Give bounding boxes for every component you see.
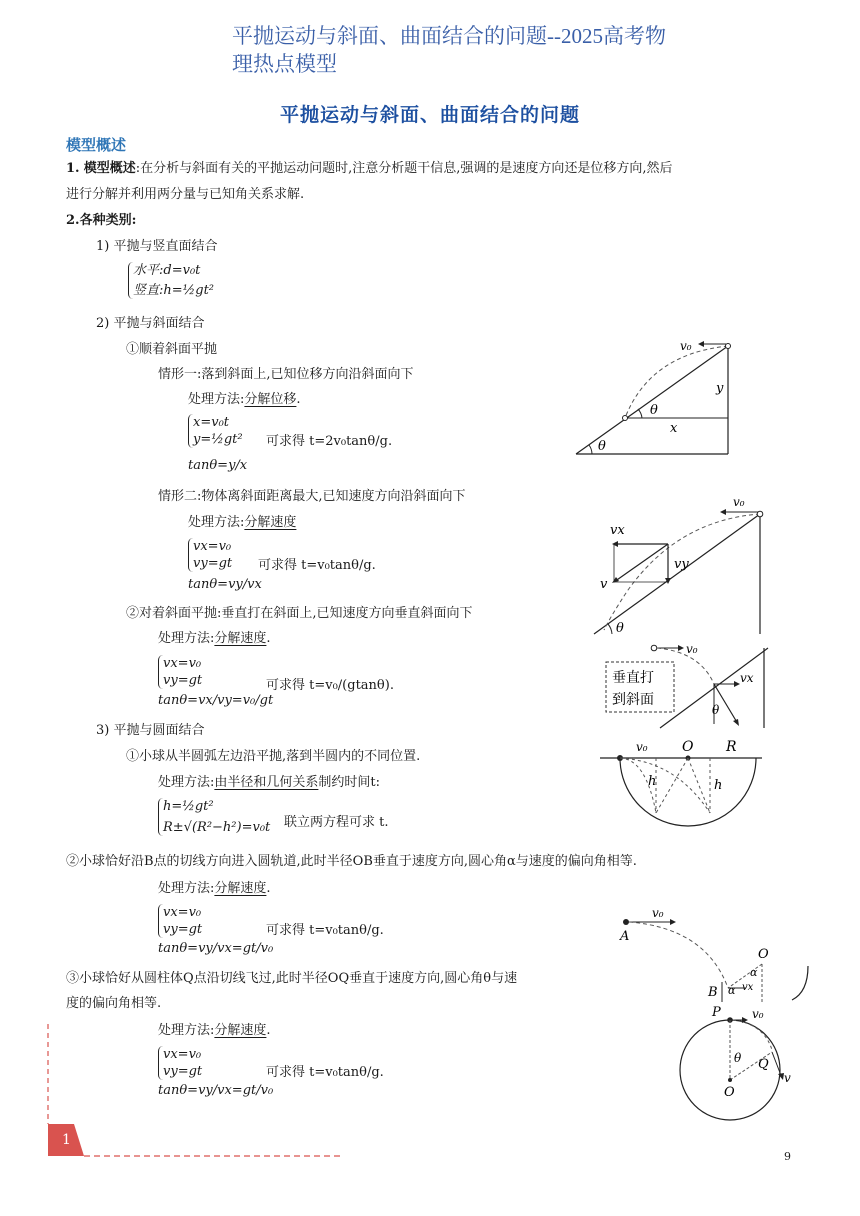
eq-h: h=½gt²: [163, 799, 214, 814]
v0-label: v₀: [686, 642, 698, 656]
method-2-equations: [188, 538, 232, 572]
figure-cylinder: [672, 1000, 812, 1124]
angle-arc: [638, 409, 642, 418]
x-label: x: [670, 421, 678, 436]
method-prefix: 处理方法:: [158, 631, 215, 646]
method-5-equations: [158, 904, 202, 938]
label-line-2: 到斜面: [612, 692, 654, 708]
trajectory: [629, 922, 728, 988]
p2-label: 各种类别: [79, 213, 132, 228]
v0-arrow-head: [670, 919, 676, 925]
v0-arrow-head: [678, 645, 684, 651]
p1-num: 1.: [66, 161, 80, 176]
track-arc: [792, 966, 808, 1000]
eq-tan-1: tanθ=y/x: [188, 458, 248, 473]
theta-label: θ: [712, 703, 720, 717]
angle-arc: [608, 624, 612, 634]
method-period: .: [266, 1023, 271, 1038]
start-ball: [623, 919, 629, 925]
alpha-label: α: [750, 966, 758, 979]
method-4: [158, 774, 380, 792]
eq-vy: vy=gt: [163, 1064, 203, 1079]
paragraph-2: [66, 212, 136, 230]
vx-label: vx: [742, 982, 754, 993]
y-label: y: [716, 381, 724, 396]
alpha-label: α: [728, 984, 736, 997]
paragraph-1-cont: 进行分解并利用两分量与已知角关系求解.: [66, 187, 305, 202]
eq-r: R±√(R²−h²)=v₀t: [163, 820, 271, 835]
method-3: [158, 630, 271, 648]
eq-vy: vy=gt: [163, 673, 203, 688]
eq-tan-2: tanθ=vy/vx: [188, 577, 262, 592]
v0-arrow-head: [698, 341, 704, 347]
eq-vx: vx=v₀: [163, 905, 202, 920]
paragraph-1: [66, 160, 673, 178]
center-point: [728, 1078, 732, 1082]
vx-label: vx: [610, 523, 625, 538]
figure-slope-displacement: [570, 336, 740, 461]
height-label: h: [648, 774, 657, 789]
eq-vertical: 竖直:h=½gt²: [133, 283, 215, 298]
result-1: 可求得 t=2v₀tanθ/g.: [266, 434, 393, 449]
method-period: .: [266, 881, 271, 896]
method-decompose-displacement: 分解位移: [244, 392, 297, 407]
method-decompose-velocity: 分解速度: [214, 631, 267, 646]
eq-vx: vx=v₀: [163, 1047, 202, 1062]
center-label: O: [758, 947, 769, 962]
result-4: 联立两方程可求 t.: [284, 815, 389, 830]
method-3-equations: [158, 655, 202, 689]
sub-circle-3-cont: 度的偏向角相等.: [66, 996, 162, 1011]
method-decompose-velocity: 分解速度: [244, 515, 297, 530]
theta-label: θ: [616, 621, 624, 636]
angle-arc: [589, 445, 592, 454]
category-2-heading: 2) 平抛与斜面结合: [96, 316, 205, 331]
vy-label: vy: [674, 557, 689, 572]
page-number: 9: [784, 1150, 791, 1163]
point-q-label: Q: [758, 1057, 769, 1072]
eq-horizontal: 水平:d=v₀t: [133, 263, 201, 278]
trajectory-2: [620, 758, 710, 813]
result-3: 可求得 t=v₀/(gtanθ).: [266, 678, 394, 693]
vx-arrow-head: [612, 541, 618, 547]
sub-1-along-slope: ①顺着斜面平抛: [126, 342, 218, 357]
v-arrow: [614, 544, 668, 582]
category-1-equations: [128, 262, 214, 299]
method-prefix: 处理方法:: [158, 775, 215, 790]
vy-arrow-head: [665, 578, 671, 584]
eq-vy: vy=gt: [163, 922, 203, 937]
start-ball: [726, 344, 731, 349]
center-label: O: [724, 1085, 735, 1100]
category-1-heading: 1) 平抛与竖直面结合: [96, 239, 218, 254]
vx-label: vx: [740, 671, 754, 685]
p2-num: 2.: [66, 213, 80, 228]
radius-line: [656, 758, 688, 813]
figure-semicircle: [596, 733, 766, 829]
sub-circle-3: ③小球恰好从圆柱体Q点沿切线飞过,此时半径OQ垂直于速度方向,圆心角θ与速: [66, 971, 518, 986]
method-prefix: 处理方法:: [188, 515, 245, 530]
v0-label: v₀: [752, 1007, 764, 1021]
v0-label: v₀: [636, 740, 648, 754]
v-label: v: [784, 1071, 791, 1085]
sub-circle-2: ②小球恰好沿B点的切线方向进入圆轨道,此时半径OB垂直于速度方向,圆心角α与速度的偏向角相等.: [66, 854, 637, 869]
result-2: 可求得 t=v₀tanθ/g.: [258, 558, 376, 573]
start-ball: [757, 511, 763, 517]
height-label: h: [714, 778, 723, 793]
point-a-label: A: [620, 929, 630, 944]
eq-x: x=v₀t: [193, 415, 230, 430]
main-headline: 平抛运动与斜面、曲面结合的问题: [279, 104, 580, 126]
start-ball: [651, 645, 657, 651]
figure-perpendicular-hit: [600, 638, 770, 730]
radius-line: [688, 758, 710, 813]
eq-tan-6: tanθ=vy/vx=gt/v₀: [158, 1083, 274, 1098]
label-line-1: 垂直打: [612, 670, 654, 686]
sub-circle-1: ①小球从半圆弧左边沿平抛,落到半圆内的不同位置.: [126, 749, 421, 764]
eq-y: y=½gt²: [193, 432, 243, 447]
p2-colon: :: [131, 213, 137, 228]
semicircle-arc: [620, 758, 756, 826]
document-title: 平抛运动与斜面、曲面结合的问题--2025高考物理热点模型: [232, 24, 666, 76]
method-5: [158, 880, 271, 898]
eq-tan-3: tanθ=vx/vy=v₀/gt: [158, 693, 274, 708]
eq-tan-5: tanθ=vy/vx=gt/v₀: [158, 941, 274, 956]
figure-slope-max-distance: [588, 490, 770, 638]
v0-label: v₀: [680, 339, 692, 353]
theta-label: θ: [650, 403, 658, 418]
v-label: v: [600, 577, 608, 592]
land-ball: [623, 416, 628, 421]
section-heading: 模型概述: [66, 136, 127, 154]
theta-label: θ: [734, 1051, 742, 1065]
footer-decoration: [44, 1020, 354, 1160]
method-decompose-velocity: 分解速度: [214, 881, 267, 896]
theta-label: θ: [598, 439, 606, 454]
slope-line: [576, 346, 728, 454]
point-p-label: P: [712, 1005, 721, 1020]
figure-circular-track: [616, 902, 832, 1006]
v0-label: v₀: [733, 495, 745, 509]
method-period: .: [296, 392, 301, 407]
center-label: O: [682, 739, 694, 755]
result-6: 可求得 t=v₀tanθ/g.: [266, 1065, 384, 1080]
point-b-label: B: [708, 985, 718, 1000]
velocity-arrow-head: [733, 719, 739, 726]
method-geometry: 由半径和几何关系: [214, 775, 319, 790]
method-prefix: 处理方法:: [158, 1023, 215, 1038]
method-period: .: [266, 631, 271, 646]
method-1: [188, 391, 301, 409]
p1-label: 模型概述: [83, 161, 136, 176]
result-5: 可求得 t=v₀tanθ/g.: [266, 923, 384, 938]
sub-2-toward-slope: ②对着斜面平抛:垂直打在斜面上,已知速度方向垂直斜面向下: [126, 606, 473, 621]
v0-arrow-head: [720, 509, 726, 515]
radius-label: R: [726, 739, 737, 755]
case-2: 情形二:物体离斜面距离最大,已知速度方向沿斜面向下: [158, 489, 466, 504]
method-1-equations: [188, 414, 243, 448]
eq-vx: vx=v₀: [163, 656, 202, 671]
v0-label: v₀: [652, 906, 664, 920]
case-1: 情形一:落到斜面上,已知位移方向沿斜面向下: [158, 367, 414, 382]
method-decompose-velocity: 分解速度: [214, 1023, 267, 1038]
eq-vy: vy=gt: [193, 556, 233, 571]
p1-text: :在分析与斜面有关的平抛运动问题时,注意分析题干信息,强调的是速度方向还是位移方向,然后: [135, 161, 673, 176]
method-4-equations: [158, 798, 270, 836]
method-prefix: 处理方法:: [158, 881, 215, 896]
page-badge: 1: [62, 1132, 71, 1148]
method-geometry-tail: 制约时间t:: [318, 775, 381, 790]
method-2: [188, 514, 296, 532]
eq-vx: vx=v₀: [193, 539, 232, 554]
category-3-heading: 3) 平抛与圆面结合: [96, 723, 205, 738]
method-prefix: 处理方法:: [188, 392, 245, 407]
